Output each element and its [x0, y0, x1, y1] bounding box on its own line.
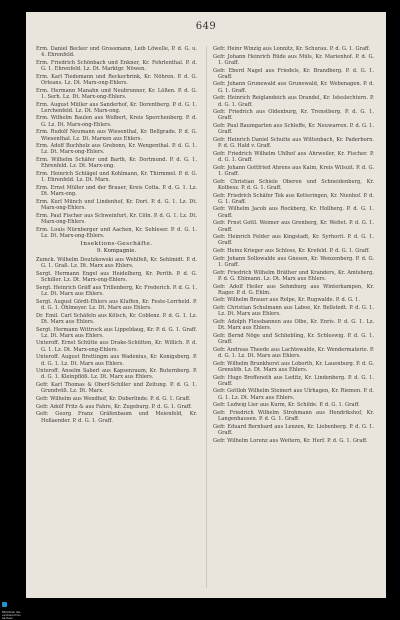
list-item: Erm. Daniel Becker und Grossmann, Leib Löwelle, P. d. G. u. 4. Ehrenfeld. [36, 46, 197, 59]
list-item: Sergt. August Gördt-Ehlers aus Kluffen, Kr. Feste-Lorrheld. P. d. G. 1. Öhlmeyer. Lz. Dt. Marx aus Ehlers. [36, 298, 197, 311]
section-heading: Insektions-Geschäfte. [80, 241, 153, 248]
list-item: Gefr. Heinrich Daniel Schutte aus Wittenbach, Kr. Paderborn. P. d. G. Hald v. Graff. [213, 136, 374, 150]
list-item: Gefr. Wilhelm Lorenz aus Weitern, Kr. Herf. P. d. G. 1. Graff. [213, 437, 368, 444]
section-subheading: 9. Kompagnie. [96, 248, 137, 255]
list-item: Sergt. Hermann Wittrock aus Lippeldaug, Kr. P. d. G. 1. Graff. Lz. Dt. Marx aus Ehlers. [36, 326, 197, 339]
list-item: Gefr. Eberd Nagel aus Friedels, Kr. Brandberg. P. d. G. 1. Graff. [213, 67, 374, 80]
list-item: Gefr. Eduard Bernhard aus Lenzen, Kr. Liebenberg. P. d. G. 1. Graff. [213, 423, 374, 437]
list-item: Erm. Karl Tiedemann und Reckerbrink, Kr. Nöhren. P. d. G. Orleans. Lz. Dt. Marx-ong-Ehlers. [36, 73, 197, 87]
list-item: Gefr. Adolph Flessbannen aus Olbe, Kr. Enris. P. d. G. 1. Lz. Dt. Marx aus Ehlers. [213, 318, 374, 332]
page-number: 649 [195, 21, 217, 32]
list-item: Erm. Kurl Münch und Lindenhof, Kr. Dort. P. d. G. 1. Lz. Dt. Marx-ong-Ehlers. [36, 198, 197, 212]
list-item: Gefr. Friedrich aus Oldenburg, Kr. Trenstberg. P. d. G. 1. Graff. [213, 109, 374, 122]
list-item: Gefr. Heinrich Reiglandeich aus Drandel, Kr. Isteslechtern. P. d. G. 1. Graff. [213, 95, 374, 108]
list-item: Gefr. Heinz Krieger aus Schloss, Kr. Krefeld. P. d. G. 1. Graff. [213, 248, 370, 255]
right-column [213, 46, 374, 445]
list-item: Gefr. Johann Sollowalde aus Gnesen, Kr. Wenzenberg. P. d. G. 1. Graff. [213, 255, 374, 268]
list-item: Gefr. Friedrich Wilhelm Uhlhof aus Ahrweiler, Kr. Fischer. P. d. G. 1. Graff. [213, 150, 374, 164]
list-item: Gefr. Paul Baumgarten aus Schleffe, Kr. Neuwarren. P. d. G. 1. Graff. [213, 123, 374, 136]
list-item: Gefr. Christian Schiele Oberen und Schneidenberg, Kr. Kolbesz. P. d. G. 1. Graff. [213, 178, 374, 191]
list-item: Gefr. Heinrich Felder aus Kingstadt, Kr. Syrhorit. P. d. G. 1. Graff. [213, 234, 374, 247]
list-item: Erm. Louis Nürnberger und Aachen, Kr. Sehleser. P. d. G. 1. Lz. Dt. Marx-ong-Ehlers. [36, 226, 197, 239]
list-item: Sergt. Heinrich Gräff aus Trillenberg, Kr. Frederich. P. d. G. 1. Lz. Dt. Marx aus Ehlers. [36, 284, 197, 298]
document-page [26, 12, 386, 598]
list-item: Sergt. Hermann Engel aus Heidelberg, Kr. Perith. P. d. G. Schiller. Lz. Dt. Marx-ong-Ehlers. [36, 270, 197, 284]
list-item: Erm. Heinrich Schlägel und Kohlmann, Kr. Thirmmel. P. d. G. 1. Ehrenfeld. Lz. Dt. Marx. [36, 171, 197, 184]
list-item: Erm. Wilhelm Baulen aus Wolbert, Kreis Sperchenberg. P. d. G. Lz. Dt. Marx-ong-Ehlers. [36, 115, 197, 128]
list-item: Gefr. Andreas Theede aus Lachtewalde, Kr. Wendermaterie. P. d. G. 1. Lz. Dt. Marx aus Ehlers. [213, 346, 374, 359]
list-item: Dr. Emil. Carl Schäfeln aus Kölsch, Kr. Coblenz. P. d. G. 1. Lz. Dt. Marx aus Ehlers. [36, 312, 197, 325]
column-divider [206, 46, 207, 588]
list-item: Gefr. Christian Schulmann aus Laboe, Kr. Bellstedt. P. d. G. 1. Lz. Dt. Marx aus Ehlers. [213, 305, 374, 318]
list-item: Gefr. Adolf Fritz & aus Fahre, Kr. Zugeburg. P. d. G. 1. Graff. [36, 403, 192, 410]
list-item: Gefr. Wilhelm Jacob aus Rockberg, Kr. Hollberg. P. d. G. 1. Graff. [213, 206, 374, 219]
list-item: Erm. August Müller aus Sanderhof, Kr. Dorentberg. P. d. G. 1. Lerchenfeld. Lz. Dt. Marx-ong. [36, 101, 197, 114]
list-item: Gefr. Heinr Winzig aus Lonnitz, Kr. Schurau. P. d. G. 1. Graff. [213, 46, 371, 52]
list-item: Gefr. Georg Franz Gräfenbaum und Meienfeld, Kr. Hollaender. P. d. G. 1. Graff. [36, 411, 197, 424]
list-item: Gefr. Frnst Gottl. Weimer aus Grenberg, Kr. Wefiet. P. d. G. 1. Graff. [213, 220, 374, 233]
list-item: Erm. Paul Fischer aus Schweinfurt, Kr. Cöln. P. d. G. 1. Lz. Dt. Marx-ong-Ehlers. [36, 212, 197, 225]
list-item: Gefr. Wilhelm aus Wendhof, Kr. Duberlinde. P. d. G. 1. Graff. [36, 395, 191, 402]
list-item: Unteroff. Ernst Schütte aus Drake-Schütten, Kr. Willich. P. d. G. 1. Lz. Dt. Marx-ong-Ehlers. [36, 340, 197, 353]
list-item: Gefr. Johann Gottfried Ahrens aus Kalm, Kreis Wilsuit. P. d. G. 1. Graff. [213, 164, 374, 178]
library-logo-mark-icon [2, 602, 7, 607]
left-column [36, 46, 197, 425]
list-item: Unteroff. Anselm Saberl aus Kapsenraum, Kr. Buternberg. P. d. G. 1. Kleinpflöß. Lz. Dt. Marx aus Ehlers. [36, 368, 197, 381]
list-item: Gefr. Wilhelm Brunkhorst aus Loborth, Kr. Lauenburg. P. d. G. Grenslöb. Lz. Dt. Marx aus Ehlers. [213, 360, 374, 373]
list-item: Erm. Wilhelm Schäfer und Barth, Kr. Dortmund. P. d. G. 1. Ehrenfeld. Lz. Dt. Marx-ong. [36, 157, 197, 170]
logo-line-2: Landesarchivs Sachsen [2, 614, 21, 620]
list-item: Gefr. Hugo Breffenoth aus Leditz, Kr. Lindenberg. P. d. G. 1. Graff. [213, 374, 374, 387]
list-item: Gefr. Wilhelm Brauer aus Rolpe, Kr. Rugwalde. P. d. G. 1. [213, 297, 360, 304]
list-item: Gefr. Ludwig Lier aus Kurm, Kr. Schilde. P. d. G. 1. Graff. [213, 402, 360, 409]
list-item: Erm. Hermann Manahn und Neubrunner, Kr. Lößen. P. d. G. 1. Serh. Lz. Dt. Marx-ong-Ehlers. [36, 87, 197, 100]
list-item: Gefr. Johann Heinrich Rüde aus Müls, Kr. Marienhof. P. d. G. 1. Graff. [213, 53, 374, 66]
list-item: Erm. Rudolf Neumann aus Wiesenthal, Kr. Bellgrade. P. d. G. Wiesenthal. Lz. Dt. Marxen aus Ehlers. [36, 129, 197, 142]
list-item: Erm. Friedrich Schönbach und Enkner, Kr. Fehrlenthal. P. d. G. 1. Ehrenfeld. Lz. Dt. Marktgr. Nöwen. [36, 59, 197, 73]
list-item: Unteroff. August Brettingm aus Wadenius, Kr. Konigsberg. P. d. G. 1. Lz. Dt. Marx aus Ehlers. [36, 354, 197, 367]
library-logo [2, 592, 24, 620]
logo-line-1: Bibliothek des [2, 611, 21, 614]
list-item: Gefr. Bernd Nöge und Schliebling, Kr. Schleswig. P. d. G. 1. Graff. [213, 332, 374, 346]
list-item: Gefr. Friedrich Wilhelm Bräther und Kranders, Kr. Amtsberg. P. d. G. Ehlmann. Lz. Dt. Marx aus Ehlers. [213, 269, 374, 282]
list-item: Erm. Ernst Müller und der Brauer, Kreis Cotta. P. d. G. 1. Lz. Dt. Marx-ong. [36, 184, 197, 198]
list-item: Gefr. Friedrich Wilhelm Strohmann aus Hendrikshof, Kr. Langenhausen. P. d. G. 1. Graff. [213, 409, 374, 423]
list-item: Gefr. Friedrich Schäfer Tek aus Ketteringen, Kr. Nienhof. P. d. G. 1. Graff. [213, 192, 374, 205]
list-item: Gefr. Karl Thomas & Oberf-Schiller und Zeitung. P. d. G. 1. Grundvöß. Lz. Dt. Marx. [36, 382, 197, 395]
list-item: Zumck. Wilhelm Deutzkowski aus Wehlfeß, Kr. Sehlmidt. P. d. G. 1. Graß. Lz. Dt. Marx aus Ehlers. [36, 257, 197, 270]
list-item: Gefr. Johann Grunewald aus Grunewald, Kr. Webenagen. P. d. G. 1. Graff. [213, 81, 374, 94]
list-item: Gefr. Adolf Heiler aus Sehmburg aus Winterkampen, Kr. Rager. P. d. G. Ehlm. [213, 283, 374, 296]
list-item: Gefr. Gottlob Wilhelm Steinert aus Ulrhagen, Kr. Riemen. P. d. G. 1. Lz. Dt. Marx aus Ehlers. [213, 388, 374, 401]
list-item: Erm. Adolf Buchholz aus Grebonn, Kr. Wengenthal. P. d. G. 1. Lz. Dt. Marx-ong-Ehlers. [36, 143, 197, 156]
